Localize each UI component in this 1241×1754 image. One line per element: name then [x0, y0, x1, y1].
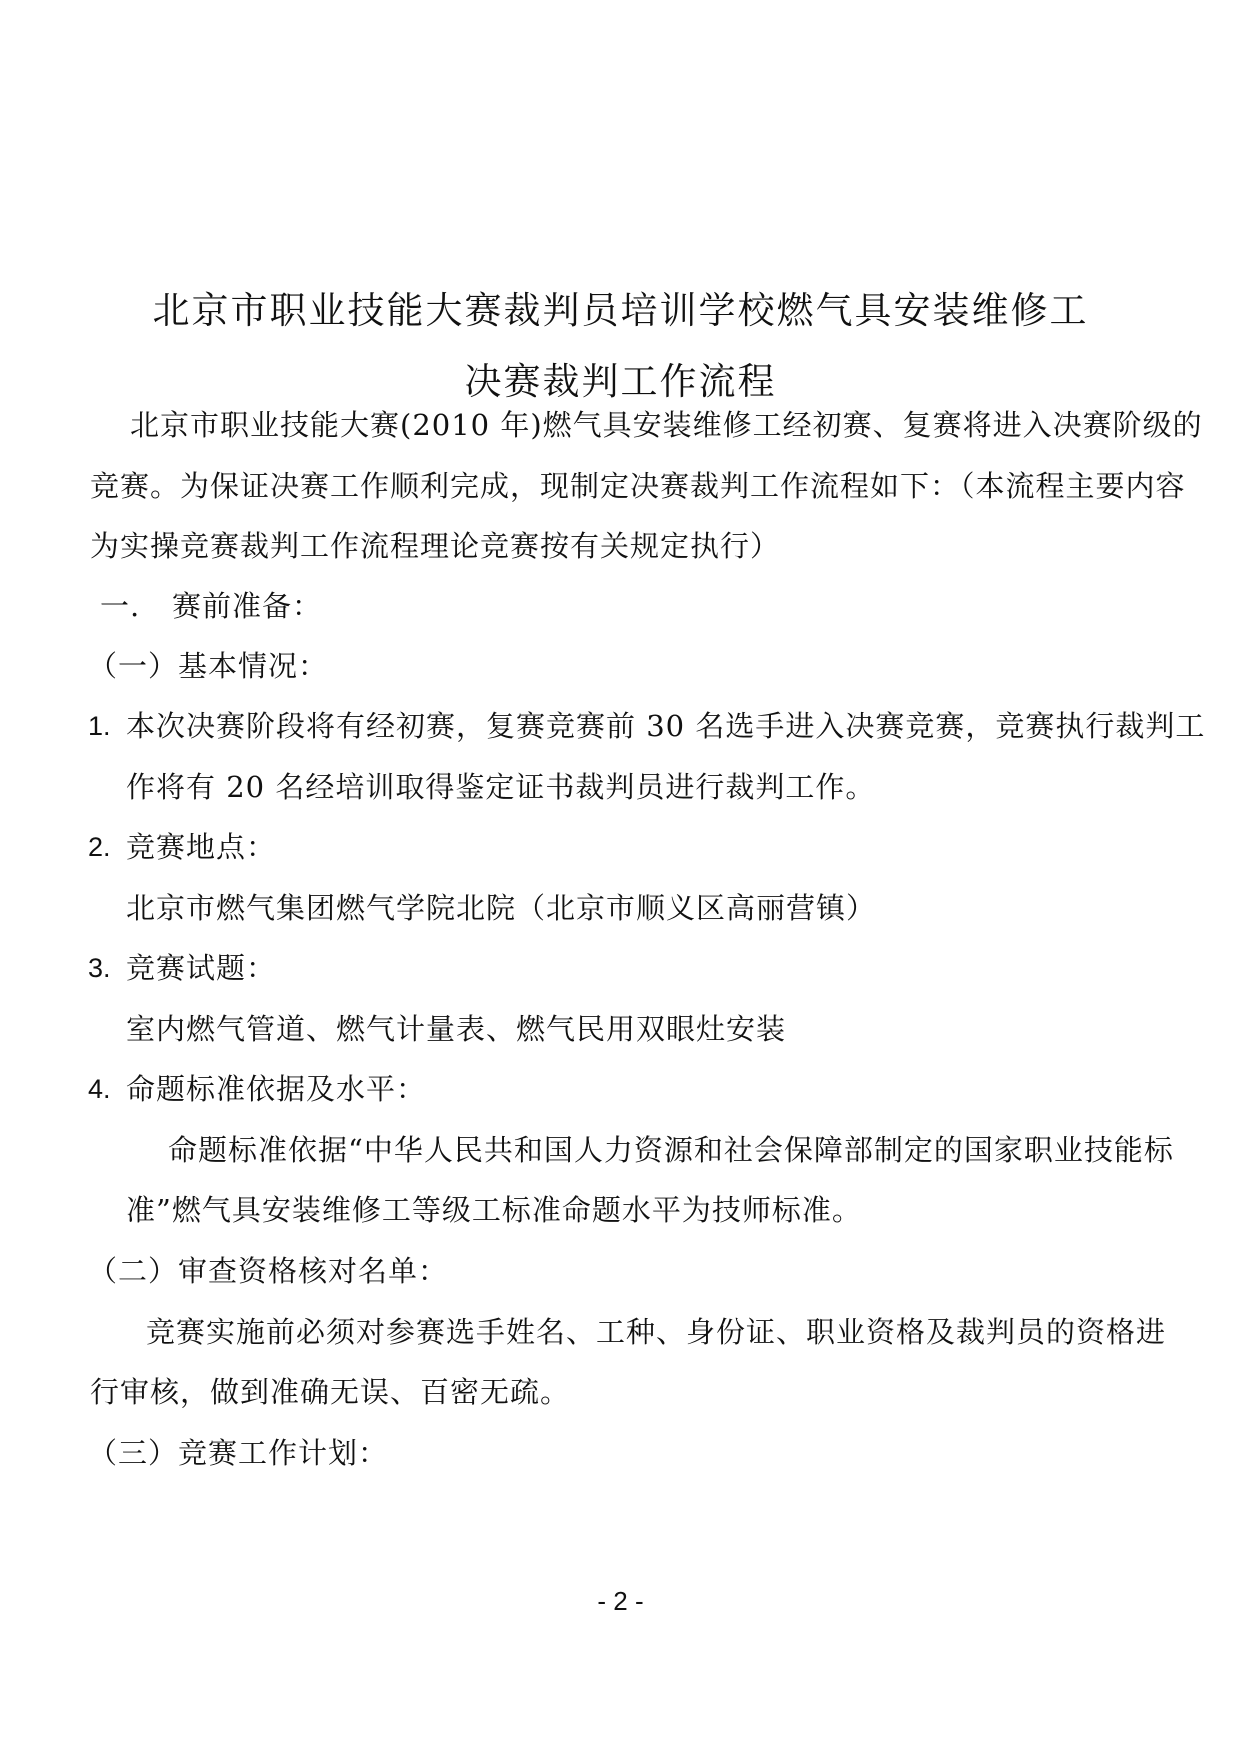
sub2-line-2: 行审核，做到准确无误、百密无疏。: [90, 1375, 571, 1409]
page-number: - 2 -: [597, 1586, 644, 1616]
item2-heading: 竞赛地点：: [126, 830, 277, 864]
intro-line-2: 竞赛。为保证决赛工作顺利完成，现制定决赛裁判工作流程如下：（本流程主要内容: [90, 469, 1186, 503]
sub2-heading: （二）审查资格核对名单：: [88, 1254, 449, 1288]
item3-heading: 竞赛试题：: [126, 951, 277, 985]
item4-heading: 命题标准依据及水平：: [126, 1072, 427, 1106]
section1-heading: 赛前准备：: [172, 589, 323, 623]
sub2-line-1: 竞赛实施前必须对参赛选手姓名、工种、身份证、职业资格及裁判员的资格进: [146, 1315, 1167, 1349]
item1-line-2: 作将有 20 名经培训取得鉴定证书裁判员进行裁判工作。: [126, 770, 876, 804]
intro-line-3: 为实操竞赛裁判工作流程理论竞赛按有关规定执行）: [90, 529, 781, 563]
item4-line-1: 命题标准依据“中华人民共和国人力资源和社会保障部制定的国家职业技能标: [168, 1133, 1174, 1167]
item4-line-2: 准”燃气具安装维修工等级工标准命题水平为技师标准。: [126, 1193, 862, 1227]
item3-detail: 室内燃气管道、燃气计量表、燃气民用双眼灶安装: [126, 1012, 787, 1046]
document-title-line2: 决赛裁判工作流程: [464, 360, 777, 403]
sub3-heading: （三）竞赛工作计划：: [88, 1436, 389, 1470]
item1-number: 1.: [88, 711, 111, 741]
sub1-heading: （一）基本情况：: [88, 649, 329, 683]
item2-number: 2.: [88, 832, 111, 862]
document-title-line1: 北京市职业技能大赛裁判员培训学校燃气具安装维修工: [152, 289, 1089, 332]
item4-number: 4.: [88, 1074, 111, 1104]
section1-number: 一.: [100, 589, 141, 623]
item2-detail: 北京市燃气集团燃气学院北院（北京市顺义区高丽营镇）: [126, 891, 877, 925]
intro-line-1: 北京市职业技能大赛(2010 年)燃气具安装维修工经初赛、复赛将进入决赛阶级的: [130, 408, 1203, 442]
item1-line-1: 本次决赛阶段将有经初赛，复赛竞赛前 30 名选手进入决赛竞赛，竞赛执行裁判工: [126, 709, 1206, 743]
item3-number: 3.: [88, 953, 111, 983]
